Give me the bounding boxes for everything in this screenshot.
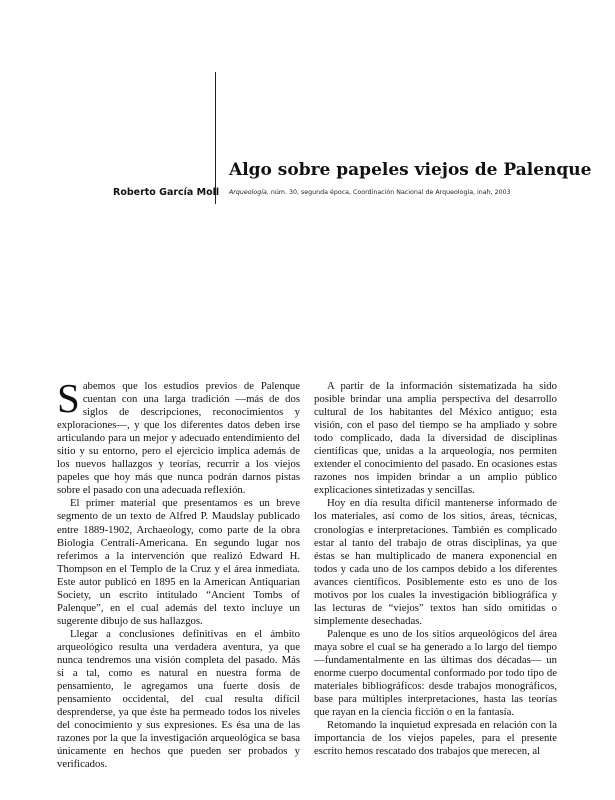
paragraph: El primer material que presentamos es un breve segmento de un texto de Alfred P. Maudslay publicado entre 1889-1902, Archaeology, como parte de la obra Biologia Centrali-Americana. En segundo lugar nos referimos a la intervención que realizó Edward H. Thompson en el Templo de la Cruz y el área inmediata. Este autor publicó en 1895 en la American Antiquarian Society, un escrito intitulado “Ancient Tombs of Palenque”, en el cual además del texto incluye un sugerente dibujo de sus hallazgos.: [57, 497, 300, 627]
paragraph-text: abemos que los estudios previos de Palenque cuentan con una larga tradición —más de dos siglos de descripciones, reconocimientos y exploraciones—, y que los diferentes datos deben irse articulando para un mejor y adecuado entendimiento del sitio y su entorno, pero el ejercicio implica además de los nuevos hallazgos y teorías, recurrir a los viejos papeles que hoy más que nunca podrán darnos pistas sobre el pasado con una adecuada reflexión.: [57, 380, 300, 497]
author-name: Roberto García Moll: [113, 187, 220, 198]
paragraph: Llegar a conclusiones definitivas en el ámbito arqueológico resulta una verdadera aventura, ya que nunca tendremos una visión completa del pasado. Más si a tal, como es natural en nuestra forma de pensamiento, le agregamos una fuerte dosis de pensamiento occidental, del cual resulta difícil desprenderse, ya que éste ha permeado todos los niveles del conocimiento y sus expresiones. Es ésa una de las razones por la que la investigación arqueológica se basa únicamente en hechos que pueden ser probados y verificados.: [57, 627, 300, 771]
citation-details: núm. 30, segunda época, Coordinación Nacional de Arqueología, inah, 2003: [268, 189, 511, 196]
right-column: [314, 380, 557, 758]
citation-journal: Arqueología,: [229, 189, 269, 196]
citation: [229, 189, 511, 196]
article-title: Algo sobre papeles viejos de Palenque: [229, 160, 592, 180]
paragraph: Palenque es uno de los sitios arqueológicos del área maya sobre el cual se ha generado a lo largo del tiempo —fundamentalmente en las últimas dos décadas— un enorme cuerpo documental conformado por todo tipo de materiales bibliográficos: desde trabajos monográficos, base para múltiples interpretaciones, hasta las teorías que rayan en la ciencia ficción o en la fantasía.: [314, 627, 557, 719]
paragraph: Hoy en día resulta difícil mantenerse informado de los materiales, así como de los sitios, áreas, técnicas, cronologías e interpretaciones. También es complicado estar al tanto del trabajo de otras disciplinas, ya que éstas se han multiplicado de manera exponencial en todos y cada uno de los campos debido a los diferentes avances científicos. Posiblemente esto es uno de los motivos por los cuales la investigación bibliográfica y las lecturas de “viejos” textos han sido omitidas o simplemente desechadas.: [314, 497, 557, 627]
vertical-rule: [215, 72, 216, 204]
paragraph: Retomando la inquietud expresada en relación con la importancia de los viejos papeles, para el presente escrito hemos rescatado dos trabajos que merecen, al: [314, 719, 557, 758]
left-column: [57, 375, 300, 771]
paragraph: A partir de la información sistematizada ha sido posible brindar una amplia perspectiva del desarrollo cultural de los habitantes del México antiguo; esta visión, con el paso del tiempo se ha ampliado y sobre todo complicado, dada la diversidad de disciplinas científicas que, unidas a la arqueología, nos permiten extender el conocimiento del pasado. En ocasiones estas razones nos impiden brindar a un amplio público explicaciones sintetizadas y sencillas.: [314, 380, 557, 497]
drop-cap: S: [57, 375, 80, 421]
paragraph: [57, 375, 300, 497]
